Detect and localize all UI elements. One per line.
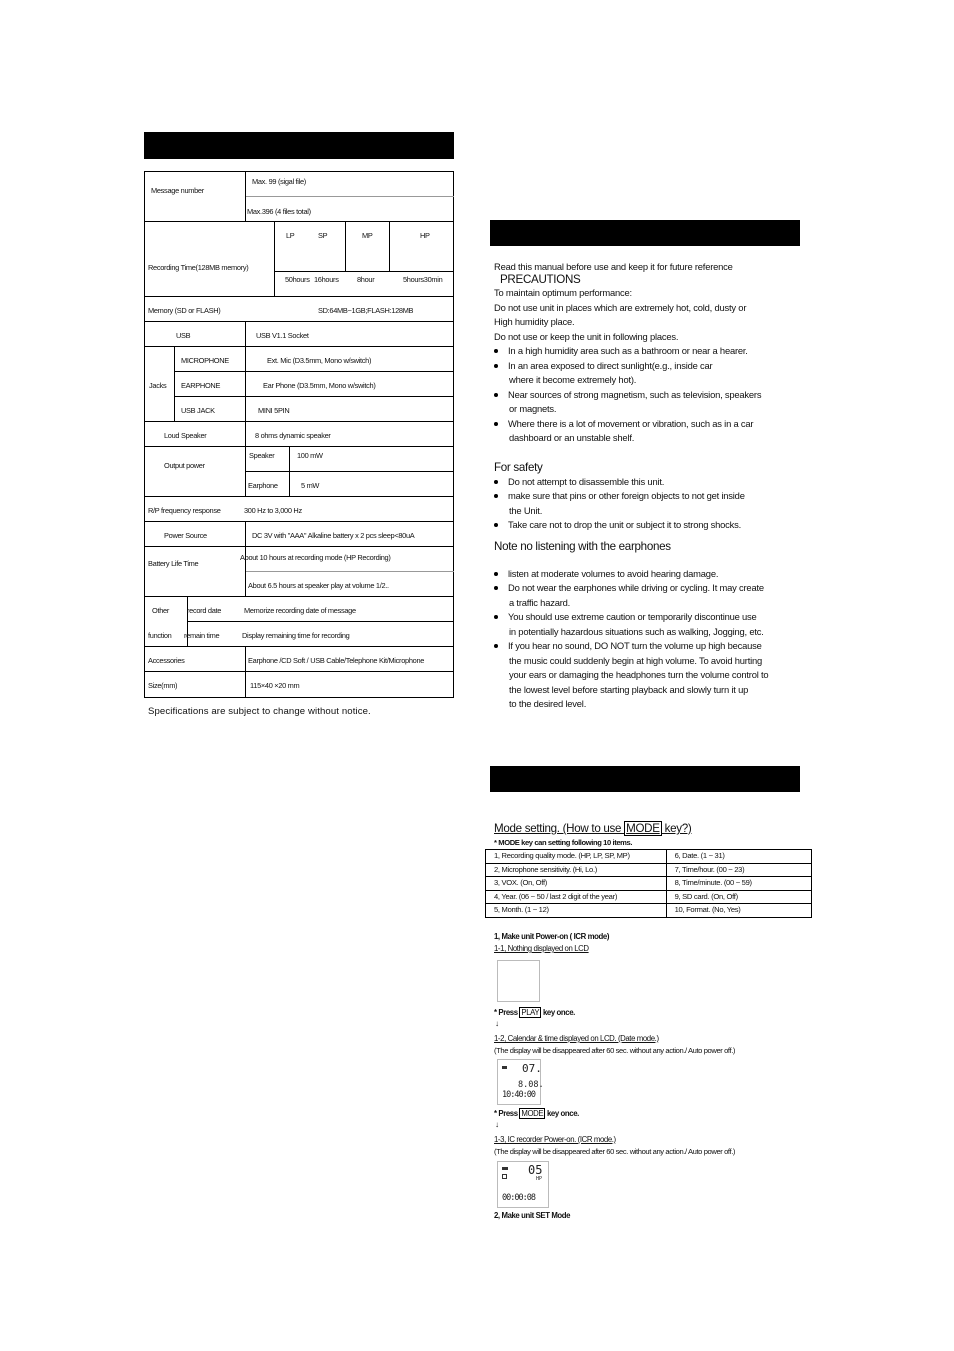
mode-item: 1, Recording quality mode. (HP, LP, SP, MP) bbox=[486, 850, 667, 864]
press-mode-instruction: * Press MODE key once. bbox=[494, 1109, 579, 1118]
spec-label-loud-speaker: Loud Speaker bbox=[164, 431, 207, 440]
recording-time-mp: 8hour bbox=[357, 275, 375, 284]
bullet-text: the lowest level before starting playback and slowly turn it up bbox=[509, 683, 749, 695]
recording-mode-sp: SP bbox=[318, 231, 328, 240]
bullet-icon bbox=[494, 615, 498, 619]
body-line: To maintain optimum performance: bbox=[494, 287, 632, 298]
bullet-text: Do not attempt to disassemble this unit. bbox=[508, 475, 665, 487]
mode-item: 8, Time/minute. (00 ~ 59) bbox=[666, 877, 811, 891]
spec-label-jacks: Jacks bbox=[149, 381, 167, 390]
spec-label-frequency: R/P frequency response bbox=[148, 506, 221, 515]
spec-label-message-number: Message number bbox=[151, 186, 204, 195]
table-row bbox=[486, 850, 812, 864]
body-line: Do not use unit in places which are extremely hot, cold, dusty or bbox=[494, 301, 747, 313]
bullet-icon bbox=[494, 422, 498, 426]
recording-time-sp: 16hours bbox=[314, 275, 339, 284]
play-key-label: PLAY bbox=[521, 1008, 540, 1017]
table-row bbox=[486, 863, 812, 877]
spec-value: DC 3V with "AAA" Alkaline battery x 2 pcs sleep<80uA bbox=[252, 531, 415, 540]
recording-mode-lp: LP bbox=[286, 231, 295, 240]
spec-label-accessories: Accessories bbox=[148, 656, 185, 665]
mode-item: 5, Month. (1 ~ 12) bbox=[486, 904, 667, 918]
spec-label-function: function bbox=[148, 631, 172, 640]
bullet-text: Near sources of strong magnetism, such as television, speakers bbox=[508, 388, 762, 400]
step1-2: 1-2, Calendar & time displayed on LCD. (Date mode.) bbox=[494, 1034, 659, 1043]
intro-text: Read this manual before use and keep it for future reference bbox=[494, 261, 733, 272]
battery-icon bbox=[502, 1167, 508, 1170]
step1-2-note: (The display will be disappeared after 60 sec. without any action./ Auto power off.) bbox=[494, 1046, 736, 1055]
table-row bbox=[486, 904, 812, 918]
spec-value: 115×40 ×20 mm bbox=[250, 681, 300, 690]
spec-value: About 10 hours at recording mode (HP Recording) bbox=[240, 553, 391, 562]
bullet-icon bbox=[494, 523, 498, 527]
bullet-text: where it become extremely hot). bbox=[509, 374, 637, 385]
table-row bbox=[486, 890, 812, 904]
spec-label-output-power: Output power bbox=[164, 461, 205, 470]
jack-name: MICROPHONE bbox=[181, 356, 229, 365]
mode-key-label: MODE bbox=[626, 822, 660, 835]
lcd-month-value: 8.08. bbox=[518, 1080, 544, 1090]
mode-item: 3, VOX. (On, Off) bbox=[486, 877, 667, 891]
bullet-text: In a high humidity area such as a bathroom or near a hearer. bbox=[508, 345, 748, 356]
recording-mode-hp: HP bbox=[420, 231, 430, 240]
bullet-icon bbox=[494, 393, 498, 397]
spec-note: Specifications are subject to change without notice. bbox=[148, 706, 371, 717]
bullet-text: to the desired level. bbox=[509, 698, 587, 709]
bullet-icon bbox=[494, 644, 498, 648]
spec-value: SD:64MB~1GB;FLASH:128MB bbox=[318, 306, 414, 315]
bullet-text: or magnets. bbox=[509, 403, 557, 414]
note-heading: Note no listening with the earphones bbox=[494, 539, 671, 553]
bullet-icon bbox=[494, 349, 498, 353]
spec-value: 100 mW bbox=[297, 451, 323, 460]
bullet-text: in potentially hazardous situations such as walking, Jogging, etc. bbox=[509, 625, 764, 637]
card-icon bbox=[502, 1174, 507, 1179]
bullet-text: the Unit. bbox=[509, 504, 543, 516]
bullet-text: You should use extreme caution or temporarily discontinue use bbox=[508, 611, 757, 622]
output-name: Earphone bbox=[248, 481, 278, 490]
bullet-icon bbox=[494, 586, 498, 590]
step1-title: 1, Make unit Power-on ( ICR mode) bbox=[494, 932, 610, 941]
body-line: Do not use or keep the unit in following places. bbox=[494, 330, 679, 342]
down-arrow-icon: ↓ bbox=[495, 1120, 499, 1129]
bullet-icon bbox=[494, 480, 498, 484]
bullet-text: your ears or damaging the headphones turn the volume control to bbox=[509, 669, 769, 680]
lcd-blank bbox=[497, 960, 540, 1002]
lcd-icr-mode bbox=[497, 1161, 549, 1208]
spec-label-recording-time: Recording Time(128MB memory) bbox=[148, 263, 249, 272]
bullet-text: Where there is a lot of movement or vibration, such as in a car bbox=[508, 417, 754, 429]
down-arrow-icon: ↓ bbox=[495, 1019, 499, 1028]
step1-3: 1-3, IC recorder Power-on. (ICR mode.) bbox=[494, 1135, 616, 1144]
bullet-text: Do not wear the earphones while driving or cycling. It may create bbox=[508, 582, 764, 593]
safety-heading: For safety bbox=[494, 460, 543, 474]
jack-name: USB JACK bbox=[181, 406, 215, 415]
precautions-header-bar bbox=[490, 220, 800, 246]
bullet-icon bbox=[494, 364, 498, 368]
spec-label-power-source: Power Source bbox=[164, 531, 207, 540]
mode-item: 4, Year. (06 ~ 50 / last 2 digit of the year) bbox=[486, 890, 667, 904]
spec-value: MINI 5PIN bbox=[258, 406, 290, 415]
bullet-text: In an area exposed to direct sunlight(e.g., inside car bbox=[508, 359, 713, 371]
spec-label-usb: USB bbox=[176, 331, 191, 340]
mode-subheading: * MODE key can setting following 10 items. bbox=[494, 838, 633, 847]
lcd-counter: 00:00:08 bbox=[502, 1193, 535, 1203]
bullet-text: make sure that pins or other foreign objects to not get inside bbox=[508, 490, 745, 501]
mode-item: 7, Time/hour. (00 ~ 23) bbox=[666, 863, 811, 877]
jack-name: EARPHONE bbox=[181, 381, 221, 390]
spec-value: Earphone /CD Soft / USB Cable/Telephone Kit/Microphone bbox=[248, 656, 425, 665]
bullet-icon bbox=[494, 572, 498, 576]
step1-1: 1-1, Nothing displayed on LCD bbox=[494, 944, 589, 953]
other-name: record date bbox=[187, 606, 222, 615]
spec-value: Memorize recording date of message bbox=[244, 606, 356, 615]
spec-value: 300 Hz to 3,000 Hz bbox=[244, 506, 302, 515]
bullet-text: a traffic hazard. bbox=[509, 596, 571, 608]
output-name: Speaker bbox=[249, 451, 275, 460]
spec-label-battery: Battery Life Time bbox=[148, 559, 199, 568]
bullet-text: If you hear no sound, DO NOT turn the volume up high because bbox=[508, 640, 762, 651]
mode-header-bar bbox=[490, 766, 800, 792]
spec-value: Ear Phone (D3.5mm, Mono w/switch) bbox=[263, 381, 376, 390]
mode-heading: Mode setting. (How to use MODE key?) bbox=[494, 822, 692, 835]
lcd-date-mode bbox=[497, 1059, 544, 1105]
bullet-text: the music could suddenly begin at high volume. To avoid hurting bbox=[509, 654, 763, 666]
spec-label-memory: Memory (SD or FLASH) bbox=[148, 306, 221, 315]
precautions-heading: PRECAUTIONS bbox=[500, 273, 581, 286]
bullet-text: dashboard or an unstable shelf. bbox=[509, 432, 635, 443]
spec-value: Max. 99 (sigal file) bbox=[252, 177, 306, 186]
spec-value: 5 mW bbox=[301, 481, 320, 490]
mode-key-label-2: MODE bbox=[521, 1109, 544, 1118]
mode-item: 9, SD card. (On, Off) bbox=[666, 890, 811, 904]
press-play-instruction: * Press PLAY key once. bbox=[494, 1008, 575, 1017]
other-name: remain time bbox=[184, 631, 220, 640]
table-row bbox=[486, 877, 812, 891]
lcd-file-number: 05 bbox=[528, 1163, 543, 1177]
mode-item: 10, Format. (No, Yes) bbox=[666, 904, 811, 918]
mode-item: 2, Microphone sensitivity. (Hi, Lo.) bbox=[486, 863, 667, 877]
lcd-time-value: 10:40:00 bbox=[502, 1090, 535, 1100]
recording-time-lp: 50hours bbox=[285, 275, 310, 284]
spec-value: Ext. Mic (D3.5mm, Mono w/switch) bbox=[267, 356, 372, 365]
recording-mode-mp: MP bbox=[362, 231, 373, 240]
step1-3-note: (The display will be disappeared after 60 sec. without any action./ Auto power off.) bbox=[494, 1147, 736, 1156]
bullet-text: listen at moderate volumes to avoid hearing damage. bbox=[508, 567, 719, 579]
mode-item: 6, Date. (1 ~ 31) bbox=[666, 850, 811, 864]
spec-value: Max.396 (4 files total) bbox=[247, 207, 311, 216]
spec-value: About 6.5 hours at speaker play at volume 1/2.. bbox=[248, 581, 389, 590]
lcd-quality-mode: HP bbox=[536, 1176, 543, 1182]
step2-title: 2, Make unit SET Mode bbox=[494, 1211, 571, 1220]
bullet-text: Take care not to drop the unit or subject it to strong shocks. bbox=[508, 519, 742, 530]
bullet-icon bbox=[494, 494, 498, 498]
spec-value: Display remaining time for recording bbox=[242, 631, 350, 640]
spec-table bbox=[144, 171, 454, 698]
recording-time-hp: 5hours30min bbox=[403, 275, 443, 284]
mode-items-table bbox=[485, 849, 812, 918]
battery-icon bbox=[502, 1066, 507, 1069]
spec-value: USB V1.1 Socket bbox=[256, 331, 309, 340]
body-line: High humidity place. bbox=[494, 316, 575, 327]
spec-header-bar bbox=[144, 132, 454, 159]
spec-label-other: Other bbox=[152, 606, 169, 615]
spec-label-size: Size(mm) bbox=[148, 681, 178, 690]
lcd-date-value: 07. bbox=[522, 1062, 542, 1075]
spec-value: 8 ohms dynamic speaker bbox=[255, 431, 331, 440]
